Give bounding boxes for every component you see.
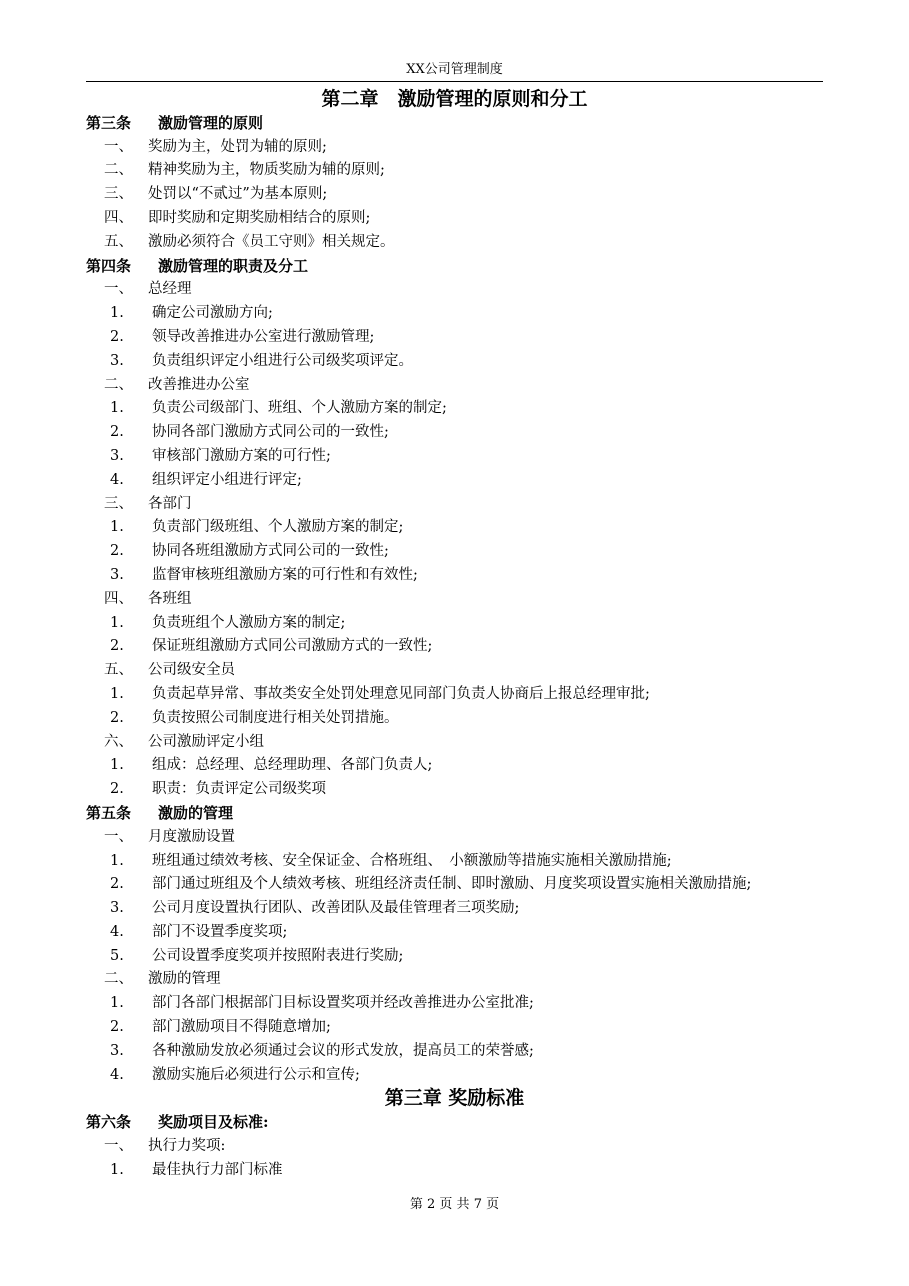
item-text: 公司月度设置执行团队、改善团队及最佳管理者三项奖励; (152, 900, 520, 917)
item-number: 2. (110, 328, 124, 345)
section-item (86, 731, 823, 755)
item-text: 激励的管理 (158, 803, 234, 822)
page-header (86, 60, 823, 82)
list-item (86, 397, 823, 421)
item-text: 激励管理的职责及分工 (158, 256, 309, 275)
list-item (86, 707, 823, 731)
item-text: 月度激励设置 (148, 828, 235, 845)
list-item (86, 445, 823, 469)
list-item (86, 612, 823, 636)
item-number: 4. (110, 471, 124, 488)
list-item (86, 469, 823, 493)
list-item (86, 1016, 823, 1040)
item-text: 班组通过绩效考核、安全保证金、合格班组、 小额激励等措施实施相关激励措施; (152, 852, 672, 869)
item-number: 一、 (104, 828, 133, 845)
item-number: 三、 (104, 495, 133, 512)
item-text: 改善推进办公室 (148, 376, 250, 393)
chapter-heading: 第二章 激励管理的原则和分工 (321, 88, 588, 110)
item-text: 保证班组激励方式同公司激励方式的一致性; (152, 638, 433, 655)
header-text: XX公司管理制度 (406, 62, 503, 77)
item-text: 负责起草异常、事故类安全处罚处理意见同部门负责人协商后上报总经理审批; (152, 685, 650, 702)
item-text: 总经理 (148, 281, 192, 298)
item-text: 协同各部门激励方式同公司的一致性; (152, 424, 389, 441)
item-text: 职责：负责评定公司级奖项 (152, 781, 326, 798)
list-item (86, 1064, 823, 1088)
section-item (86, 278, 823, 302)
list-item (86, 1040, 823, 1064)
list-item (86, 921, 823, 945)
item-text: 各部门 (148, 495, 192, 512)
item-number: 五、 (104, 662, 133, 679)
item-number: 二、 (104, 971, 133, 988)
list-item (86, 945, 823, 969)
list-item (86, 850, 823, 874)
section-item (86, 136, 823, 160)
item-number: 第五条 (86, 803, 132, 822)
document-body (86, 88, 823, 1183)
list-item (86, 516, 823, 540)
item-text: 领导改善推进办公室进行激励管理; (152, 328, 375, 345)
page-footer (0, 1193, 909, 1212)
item-text: 负责公司级部门、班组、个人激励方案的制定; (152, 400, 447, 417)
item-number: 3. (110, 566, 124, 583)
item-text: 即时奖励和定期奖励相结合的原则; (148, 209, 371, 226)
item-number: 2. (110, 876, 124, 893)
article-heading (86, 112, 823, 136)
list-item (86, 326, 823, 350)
section-item (86, 659, 823, 683)
item-text: 处罚以“不贰过”为基本原则; (148, 186, 328, 203)
item-text: 部门激励项目不得随意增加; (152, 1019, 331, 1036)
item-text: 部门各部门根据部门目标设置奖项并经改善推进办公室批准; (152, 995, 534, 1012)
item-number: 六、 (104, 733, 133, 750)
item-text: 负责班组个人激励方案的制定; (152, 614, 346, 631)
list-item (86, 778, 823, 802)
item-number: 1. (110, 400, 124, 417)
item-number: 2. (110, 543, 124, 560)
item-text: 各种激励发放必须通过会议的形式发放，提高员工的荣誉感; (152, 1042, 534, 1059)
list-item (86, 897, 823, 921)
item-number: 2. (110, 709, 124, 726)
item-text: 部门通过班组及个人绩效考核、班组经济责任制、即时激励、月度奖项设置实施相关激励措施; (152, 876, 752, 893)
section-item (86, 231, 823, 255)
section-item (86, 493, 823, 517)
item-number: 五、 (104, 233, 133, 250)
item-text: 部门不设置季度奖项; (152, 923, 288, 940)
list-item (86, 421, 823, 445)
item-number: 第四条 (86, 256, 132, 275)
item-number: 四、 (104, 590, 133, 607)
item-text: 协同各班组激励方式同公司的一致性; (152, 543, 389, 560)
list-item (86, 992, 823, 1016)
item-number: 2. (110, 638, 124, 655)
list-item (86, 873, 823, 897)
item-number: 第三条 (86, 113, 132, 132)
list-item (86, 302, 823, 326)
chapter-heading: 第三章 奖励标准 (384, 1087, 525, 1110)
page-number: 第 2 页 共 7 页 (409, 1197, 500, 1212)
item-text: 负责部门级班组、个人激励方案的制定; (152, 519, 404, 536)
item-number: 1. (110, 852, 124, 869)
item-text: 审核部门激励方案的可行性; (152, 447, 331, 464)
item-number: 一、 (104, 138, 133, 155)
section-item (86, 159, 823, 183)
item-text: 公司级安全员 (148, 662, 235, 679)
item-number: 2. (110, 424, 124, 441)
item-text: 组成：总经理、总经理助理、各部门负责人; (152, 757, 433, 774)
item-text: 激励管理的原则 (158, 113, 264, 132)
item-number: 一、 (104, 1138, 133, 1155)
item-number: 三、 (104, 186, 133, 203)
section-item (86, 588, 823, 612)
item-number: 3. (110, 352, 124, 369)
item-text: 确定公司激励方向; (152, 305, 273, 322)
item-text: 各班组 (148, 590, 192, 607)
list-item (86, 754, 823, 778)
item-text: 公司设置季度奖项并按照附表进行奖励; (152, 947, 404, 964)
list-item (86, 683, 823, 707)
list-item (86, 540, 823, 564)
section-item (86, 826, 823, 850)
item-number: 二、 (104, 376, 133, 393)
item-text: 奖励为主，处罚为辅的原则; (148, 138, 327, 155)
item-number: 2. (110, 781, 124, 798)
item-number: 1. (110, 305, 124, 322)
item-number: 4. (110, 923, 124, 940)
item-text: 组织评定小组进行评定; (152, 471, 302, 488)
list-item (86, 635, 823, 659)
section-item (86, 374, 823, 398)
list-item (86, 350, 823, 374)
article-heading (86, 255, 823, 279)
item-number: 3. (110, 1042, 124, 1059)
item-text: 激励必须符合《员工守则》相关规定。 (148, 233, 395, 250)
item-number: 5. (110, 947, 124, 964)
item-number: 四、 (104, 209, 133, 226)
item-text: 激励的管理 (148, 971, 221, 988)
item-number: 1. (110, 519, 124, 536)
item-text: 负责组织评定小组进行公司级奖项评定。 (152, 352, 413, 369)
section-item (86, 1135, 823, 1159)
section-item (86, 207, 823, 231)
item-number: 1. (110, 685, 124, 702)
list-item (86, 1159, 823, 1183)
item-text: 公司激励评定小组 (148, 733, 264, 750)
item-number: 3. (110, 900, 124, 917)
item-number: 1. (110, 614, 124, 631)
item-number: 1. (110, 1161, 124, 1178)
item-text: 执行力奖项: (148, 1138, 226, 1155)
item-number: 一、 (104, 281, 133, 298)
item-text: 最佳执行力部门标准 (152, 1161, 283, 1178)
item-number: 4. (110, 1066, 124, 1083)
section-item (86, 183, 823, 207)
section-item (86, 968, 823, 992)
item-text: 精神奖励为主，物质奖励为辅的原则; (148, 162, 385, 179)
article-heading (86, 1111, 823, 1135)
item-number: 3. (110, 447, 124, 464)
item-number: 1. (110, 995, 124, 1012)
item-number: 1. (110, 757, 124, 774)
item-text: 负责按照公司制度进行相关处罚措施。 (152, 709, 399, 726)
item-number: 第六条 (86, 1113, 132, 1132)
item-number: 二、 (104, 162, 133, 179)
item-text: 监督审核班组激励方案的可行性和有效性; (152, 566, 418, 583)
item-text: 激励实施后必须进行公示和宣传; (152, 1066, 360, 1083)
article-heading (86, 802, 823, 826)
item-number: 2. (110, 1019, 124, 1036)
list-item (86, 564, 823, 588)
item-text: 奖励项目及标准: (158, 1113, 269, 1132)
